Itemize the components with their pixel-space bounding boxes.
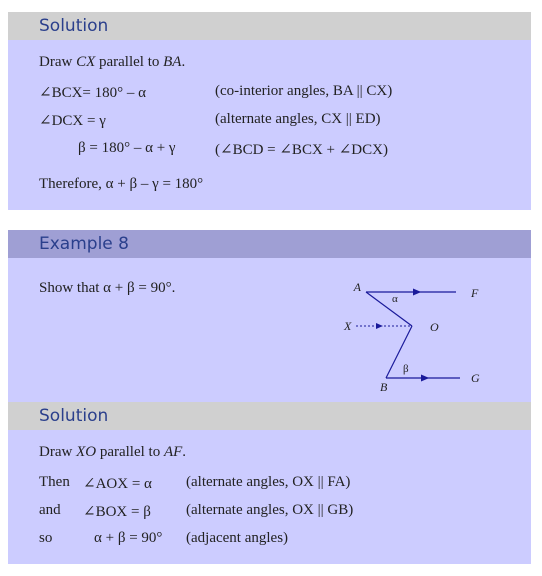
intro-term-b: AF [163,444,183,460]
solution1-row1-lhs: ∠BCX= 180° – α [39,85,146,101]
label-g: G [471,371,480,385]
solution-body-1 [8,40,531,210]
intro-text: parallel to [96,444,164,460]
intro-text: . [182,444,187,460]
solution2-row3-lhs: α + β = 90° [94,530,163,546]
label-f: F [471,286,479,300]
solution1-row1-reason: (co-interior angles, BA || CX) [215,83,393,99]
label-a: A [353,280,361,294]
solution2-intro [39,444,186,461]
solution1-row3-reason: (∠BCD = ∠BCX + ∠DCX) [215,142,388,158]
solution-heading-1 [8,12,531,40]
solution1-row3-lhs: β = 180° – α + γ [78,140,176,156]
solution1-row2-reason: (alternate angles, CX || ED) [215,111,381,127]
label-alpha: α [392,293,398,305]
solution2-row2-reason: (alternate angles, OX || GB) [186,502,354,518]
solution2-row3-lead: so [39,530,53,546]
example-heading-text: Example 8 [39,234,129,254]
solution-heading-2-text: Solution [39,406,109,426]
intro-text: . [181,54,186,70]
solution2-row1-lead: Then [39,474,70,490]
label-beta: β [403,363,409,375]
solution2-row3-reason: (adjacent angles) [186,530,289,546]
intro-term-a: XO [76,444,97,460]
label-b: B [380,380,388,394]
label-x: X [344,319,352,333]
intro-text: parallel to [95,54,164,70]
solution2-row2-lead: and [39,502,61,518]
angle-diagram [328,258,528,402]
example-prompt: Show that α + β = 90°. [39,280,176,296]
solution2-row1-lhs: ∠AOX = α [83,476,152,492]
intro-text: Draw [39,444,77,460]
solution2-row1-reason: (alternate angles, OX || FA) [186,474,351,490]
solution-heading-2 [8,402,531,430]
solution1-conclusion: Therefore, α + β – γ = 180° [39,176,204,192]
intro-term-a: CX [76,54,96,70]
example-body [8,258,531,402]
solution-body-2 [8,430,531,564]
label-o: O [430,320,439,334]
solution-heading-1-text: Solution [39,16,109,36]
segment-ao [366,292,412,326]
intro-text: Draw [39,54,77,70]
example-heading [8,230,531,258]
solution1-intro [39,54,185,71]
intro-term-b: BA [163,54,182,70]
solution1-row2-lhs: ∠DCX = γ [39,113,106,129]
solution2-row2-lhs: ∠BOX = β [83,504,151,520]
